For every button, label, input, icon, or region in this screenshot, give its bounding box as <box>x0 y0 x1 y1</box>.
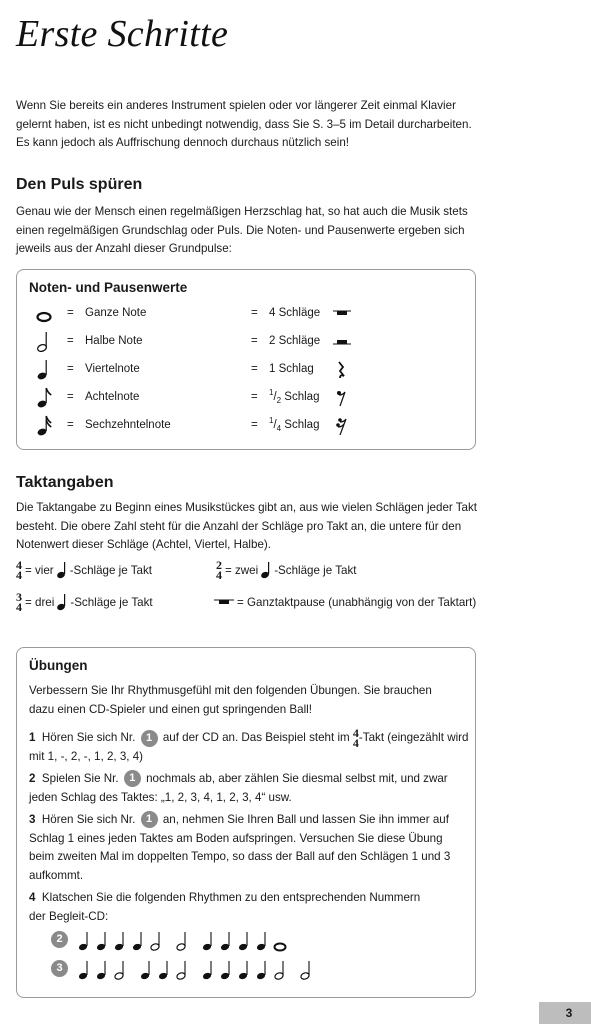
note-name: Viertelnote <box>85 363 140 375</box>
sixteenth-note-icon <box>37 414 51 436</box>
equals-sign: = <box>67 419 74 431</box>
half-rest-icon <box>333 333 351 351</box>
eighth-rest-icon <box>333 389 351 407</box>
note-name: Achtelnote <box>85 391 140 403</box>
takt-paragraph: Die Taktangabe zu Beginn eines Musikstückes gibt an, aus wie vielen Schlägen jeder Takt besteht. Die obere Zahl steht für die Anzahl der Schläge pro Takt an, die untere für den Notenwert dieser Schläge (Achtel, Viertel, Halbe). <box>16 501 478 551</box>
notes-box-title: Noten- und Pausenwerte <box>29 280 188 295</box>
quarter-note-icon <box>238 932 248 951</box>
quarter-note-icon <box>57 594 67 610</box>
equals-sign: = <box>67 391 74 403</box>
quarter-note-icon <box>96 961 106 980</box>
cd-track-badge: 3 <box>51 960 68 977</box>
note-name: Sechzehntelnote <box>85 419 171 431</box>
beat-count: 4 Schläge <box>269 307 321 319</box>
equals-sign: = <box>67 335 74 347</box>
puls-paragraph: Genau wie der Mensch einen regelmäßigen Herzschlag hat, so hat auch die Musik stets einen regelmäßigen Grundschlag oder Puls. Die Noten- und Pausenwerte ergeben sich jeweils aus der Anzahl dieser Grundpulse: <box>16 205 468 255</box>
equals-sign: = <box>251 391 258 403</box>
quarter-note-icon <box>202 932 212 951</box>
note-value-row <box>29 388 459 410</box>
exercises-title: Übungen <box>29 658 88 673</box>
note-value-row <box>29 332 459 354</box>
quarter-note-icon <box>114 932 124 951</box>
half-note-icon <box>150 932 160 951</box>
quarter-note-icon <box>96 932 106 951</box>
beat-count: 1 Schlag <box>269 363 314 375</box>
sixteenth-rest-icon <box>333 417 351 435</box>
quarter-note-icon <box>220 961 230 980</box>
intro-paragraph: Wenn Sie bereits ein anderes Instrument spielen oder vor längerer Zeit einmal Klavier gelernt haben, ist es nicht unbedingt notwendig, dass Sie S. 3–5 im Detail durcharbeiten. Es kann jedoch als Auffrischung dennoch durchaus nützlich sein! <box>16 99 472 149</box>
quarter-note-icon <box>238 961 248 980</box>
cd-track-badge: 2 <box>51 931 68 948</box>
time-signature-item: 4 4 = vier -Schläge je Takt <box>16 558 152 582</box>
whole-measure-rest-item: = Ganztaktpause (unabhängig von der Taktart) <box>214 596 476 609</box>
notes-values-box <box>16 269 476 450</box>
time-signature-4-4: 4 4 <box>16 558 22 582</box>
time-signature-item: 3 4 = drei -Schläge je Takt <box>16 590 153 614</box>
quarter-note-icon <box>78 961 88 980</box>
time-signature-3-4: 3 4 <box>16 590 22 614</box>
exercise-4: 4 Klatschen Sie die folgenden Rhythmen zu den entsprechenden Nummern der Begleit-CD: <box>29 891 421 923</box>
cd-track-badge: 1 <box>141 730 158 747</box>
equals-sign: = <box>67 363 74 375</box>
rhythm-line-2 <box>49 929 469 955</box>
beat-count: $^1/_4$ Schlag <box>269 416 320 434</box>
quarter-note-icon <box>202 961 212 980</box>
quarter-note-icon <box>158 961 168 980</box>
section-heading-takt: Taktangaben <box>16 474 114 491</box>
half-note-icon <box>114 961 124 980</box>
half-note-icon <box>176 961 186 980</box>
time-signature-4-4: 4 4 <box>352 726 359 750</box>
note-name: Halbe Note <box>85 335 143 347</box>
quarter-note-icon <box>256 932 266 951</box>
exercises-box <box>16 647 476 998</box>
exercise-2: 2 Spielen Sie Nr. 1 nochmals ab, aber zählen Sie diesmal selbst mit, und zwar jeden Schlag des Taktes: „1, 2, 3, 4, 1, 2, 3, 4“ usw. <box>29 772 448 804</box>
half-note-icon <box>300 961 310 980</box>
rhythm-line-3 <box>49 958 469 984</box>
quarter-note-icon <box>78 932 88 951</box>
time-signature-item: 2 4 = zwei -Schläge je Takt <box>216 558 357 582</box>
half-note-icon <box>176 932 186 951</box>
eighth-note-icon <box>37 386 51 408</box>
exercise-3: 3 Hören Sie sich Nr. 1 an, nehmen Sie Ihren Ball und lassen Sie ihn immer auf Schlag 1 eines jeden Taktes am Boden aufspringen. Versuchen Sie diese Übung beim zweiten Mal im doppelten Tempo, so dass der Ball auf den Schlägen 1 und 3 aufkommt. <box>29 813 451 882</box>
cd-track-badge: 1 <box>141 811 158 828</box>
page-number: 3 <box>539 1002 591 1024</box>
half-note-icon <box>274 961 284 980</box>
equals-sign: = <box>251 335 258 347</box>
quarter-rest-icon <box>333 361 351 379</box>
beat-count: 2 Schläge <box>269 335 321 347</box>
whole-rest-icon <box>333 305 351 323</box>
exercise-1: 1 Hören Sie sich Nr. 1 auf der CD an. Das Beispiel steht im 4 4 -Takt (eingezählt wird mit 1, -, 2, -, 1, 2, 3, 4) <box>29 726 469 763</box>
time-signature-2-4: 2 4 <box>216 558 222 582</box>
quarter-note-icon <box>57 562 67 578</box>
equals-sign: = <box>251 307 258 319</box>
quarter-note-icon <box>37 358 51 380</box>
rhythm-notes <box>75 929 455 955</box>
quarter-note-icon <box>220 932 230 951</box>
equals-sign: = <box>251 363 258 375</box>
exercises-intro: Verbessern Sie Ihr Rhythmusgefühl mit den folgenden Übungen. Sie brauchen dazu einen CD-Spieler und einen gut springenden Ball! <box>29 684 432 716</box>
half-note-icon <box>37 330 51 352</box>
quarter-note-icon <box>140 961 150 980</box>
whole-rest-icon <box>214 599 234 607</box>
note-value-row <box>29 304 459 326</box>
quarter-note-icon <box>132 932 142 951</box>
equals-sign: = <box>251 419 258 431</box>
cd-track-badge: 1 <box>124 770 141 787</box>
quarter-note-icon <box>261 562 271 578</box>
rhythm-notes <box>75 958 455 984</box>
note-value-row <box>29 360 459 382</box>
page-title: Erste Schritte <box>16 13 229 55</box>
note-name: Ganze Note <box>85 307 147 319</box>
equals-sign: = <box>67 307 74 319</box>
beat-count: $^1/_2$ Schlag <box>269 388 320 406</box>
whole-note-icon <box>275 944 286 951</box>
quarter-note-icon <box>256 961 266 980</box>
note-value-row <box>29 416 459 438</box>
section-heading-puls: Den Puls spüren <box>16 176 143 193</box>
whole-note-icon <box>37 302 51 324</box>
